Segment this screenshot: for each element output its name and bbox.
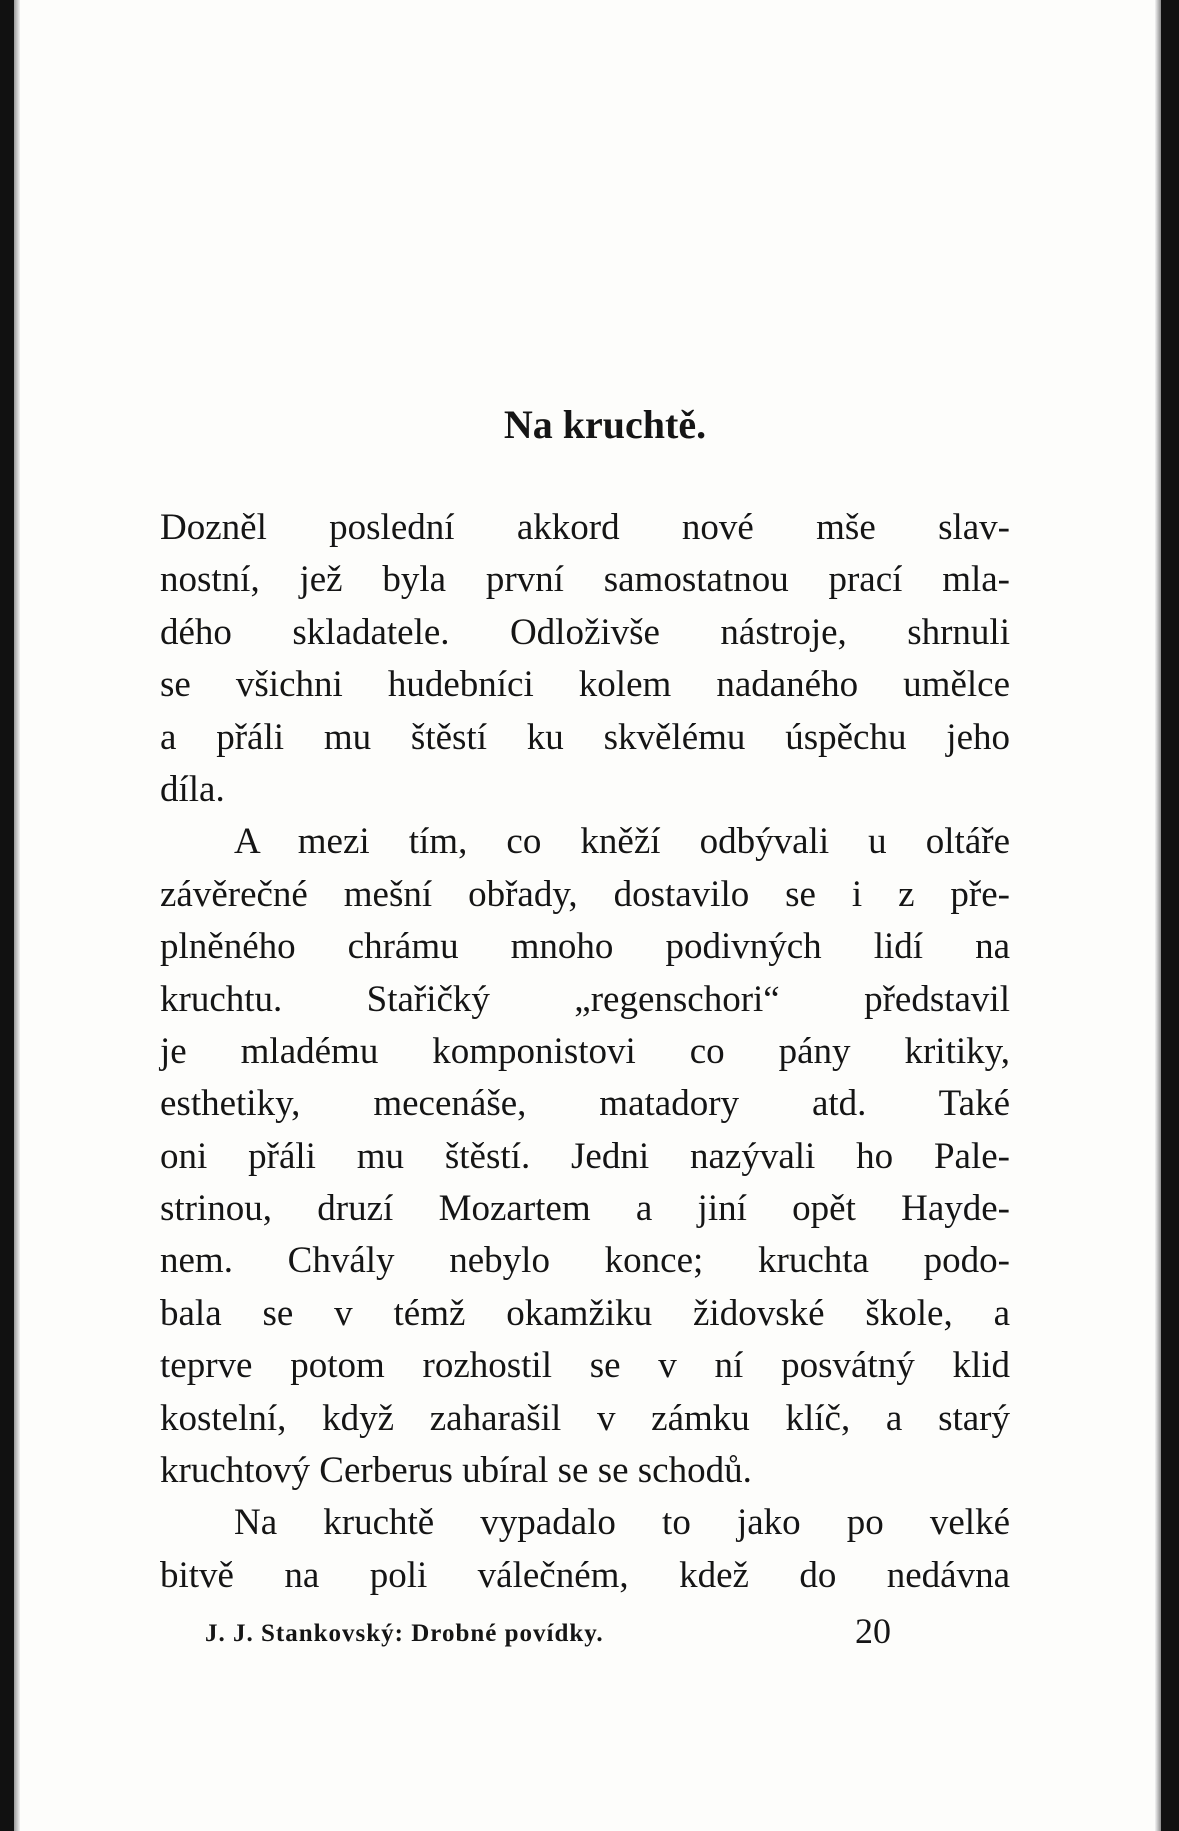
page-number: 20 [855, 1611, 891, 1651]
left-page-edge [0, 0, 14, 1831]
text-line: kostelní, když zaharašil v zámku klíč, a starý [160, 1397, 1010, 1439]
text-line: bala se v témž okamžiku židovské škole, a [160, 1292, 1010, 1334]
text-line: oni přáli mu štěstí. Jedni nazývali ho Pale- [160, 1135, 1010, 1177]
page-content [160, 400, 1010, 1602]
text-line: a přáli mu štěstí ku skvělému úspěchu jeho [160, 716, 1010, 758]
text-line: závěrečné mešní obřady, dostavilo se i z pře- [160, 873, 1010, 915]
book-signature: J. J. Stankovský: Drobné povídky. [205, 1620, 604, 1647]
left-page-shadow [14, 0, 20, 1831]
text-line: je mladému komponistovi co pány kritiky, [160, 1030, 1010, 1072]
text-line: dého skladatele. Odloživše nástroje, shrnuli [160, 611, 1010, 653]
text-line: kruchtu. Stařičký „regenschori“ představil [160, 978, 1010, 1020]
text-line: se všichni hudebníci kolem nadaného umělce [160, 664, 1010, 706]
text-line: díla. [160, 768, 225, 810]
text-line: nostní, jež byla první samostatnou prací mla- [160, 559, 1010, 601]
text-line: Dozněl poslední akkord nové mše slav- [160, 507, 1010, 548]
text-line: nem. Chvály nebylo konce; kruchta podo- [160, 1240, 1010, 1282]
text-line: A mezi tím, co kněží odbývali u oltáře [234, 821, 1010, 863]
text-line: plněného chrámu mnoho podivných lidí na [160, 926, 1010, 968]
text-line: esthetiky, mecenáše, matadory atd. Také [160, 1083, 1010, 1125]
text-line: strinou, druzí Mozartem a jiní opět Hayde- [160, 1188, 1010, 1230]
text-line: Na kruchtě vypadalo to jako po velké [234, 1502, 1010, 1544]
text-line: kruchtový Cerberus ubíral se se schodů. [160, 1450, 752, 1492]
text-line: bitvě na poli válečném, kdež do nedávna [160, 1554, 1010, 1596]
text-line: teprve potom rozhostil se v ní posvátný klid [160, 1345, 1010, 1387]
right-page-shadow [1155, 0, 1161, 1831]
chapter-title: Na kruchtě. [503, 402, 707, 447]
right-page-edge [1161, 0, 1179, 1831]
